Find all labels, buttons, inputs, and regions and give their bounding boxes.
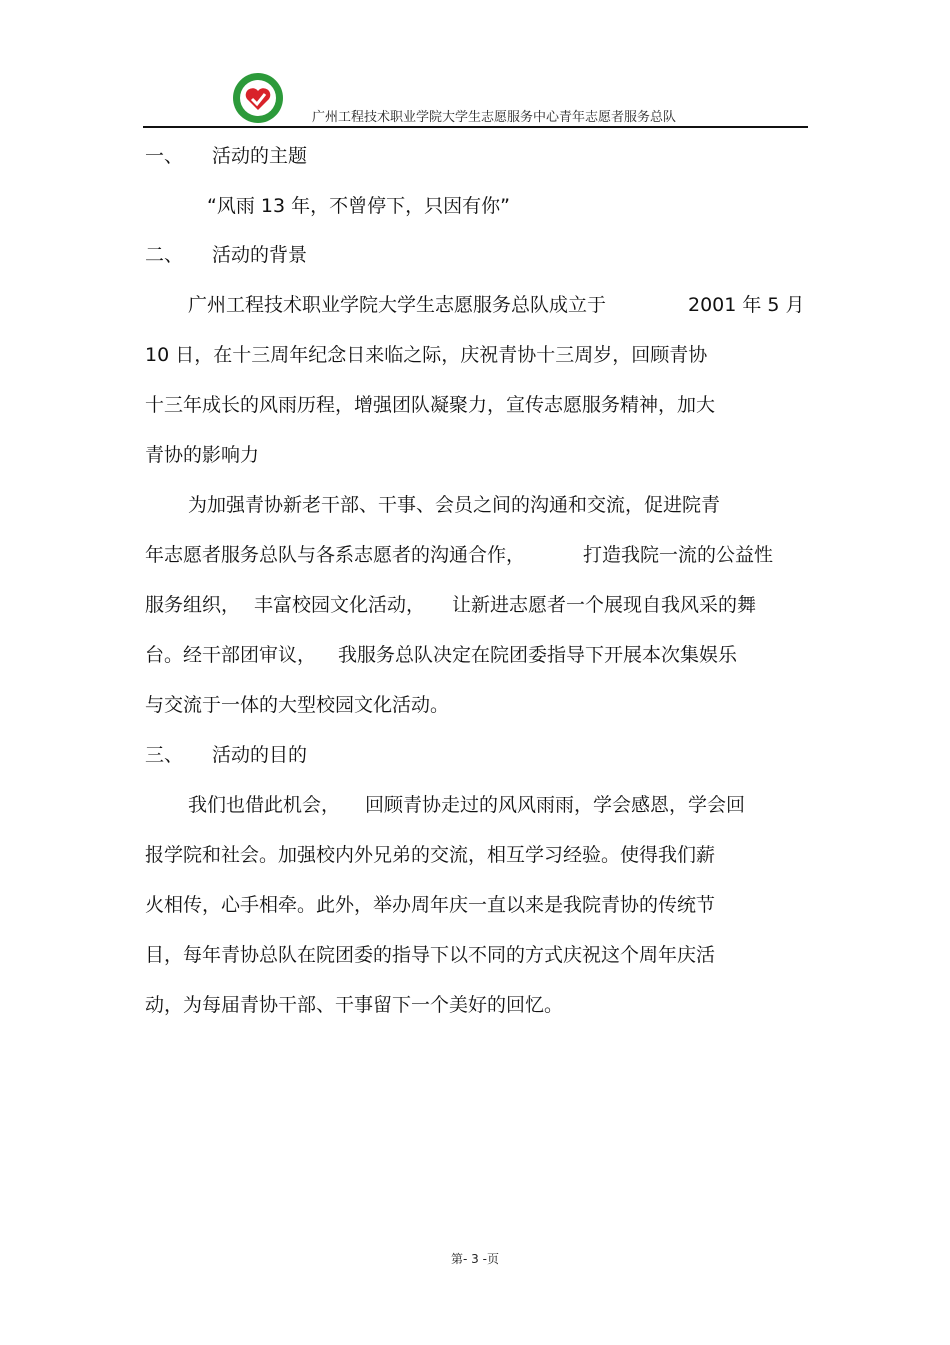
background2-line-5: 与交流于一体的大型校园文化活动。 <box>145 694 450 716</box>
section-1-title: 活动的主题 <box>212 145 308 167</box>
background-line-1b: 2001 年 5 月 <box>688 294 805 316</box>
section-3-number: 三、 <box>145 744 184 766</box>
background2-line-3c: 让新进志愿者一个展现自我风采的舞 <box>452 594 757 616</box>
background-line-2: 10 日，在十三周年纪念日来临之际，庆祝青协十三周岁，回顾青协 <box>145 344 708 366</box>
background2-line-4b: 我服务总队决定在院团委指导下开展本次集娱乐 <box>338 644 738 666</box>
background-line-1a: 广州工程技术职业学院大学生志愿服务总队成立于 <box>188 294 607 316</box>
background2-line-3b: 丰富校园文化活动， <box>254 594 426 616</box>
purpose-line-5: 动，为每届青协干部、干事留下一个美好的回忆。 <box>145 994 564 1016</box>
theme-quote: “风雨 13 年，不曾停下，只因有你” <box>207 195 510 217</box>
header-org-line: 广州工程技术职业学院大学生志愿服务中心青年志愿者服务总队 <box>312 110 677 125</box>
section-3-title: 活动的目的 <box>212 744 308 766</box>
purpose-line-3: 火相传，心手相牵。此外，举办周年庆一直以来是我院青协的传统节 <box>145 894 716 916</box>
section-2-title: 活动的背景 <box>212 244 308 266</box>
background-line-3: 十三年成长的风雨历程，增强团队凝聚力，宣传志愿服务精神，加大 <box>145 394 716 416</box>
background2-line-1: 为加强青协新老干部、干事、会员之间的沟通和交流，促进院青 <box>188 494 721 516</box>
background2-line-2a: 年志愿者服务总队与各系志愿者的沟通合作， <box>145 544 526 566</box>
section-1-number: 一、 <box>145 145 184 167</box>
section-2-number: 二、 <box>145 244 184 266</box>
background2-line-2b: 打造我院一流的公益性 <box>583 544 774 566</box>
purpose-line-1a: 我们也借此机会， <box>188 794 341 816</box>
background2-line-3a: 服务组织， <box>145 594 241 616</box>
purpose-line-4: 目，每年青协总队在院团委的指导下以不同的方式庆祝这个周年庆活 <box>145 944 716 966</box>
header-rule <box>143 126 808 128</box>
background2-line-4a: 台。经干部团审议， <box>145 644 317 666</box>
page-number: 第- 3 -页 <box>451 1252 499 1266</box>
purpose-line-1b: 回顾青协走过的风风雨雨，学会感恩，学会回 <box>365 794 746 816</box>
volunteer-heart-logo-icon <box>232 72 284 124</box>
purpose-line-2: 报学院和社会。加强校内外兄弟的交流，相互学习经验。使得我们薪 <box>145 844 716 866</box>
background-line-4: 青协的影响力 <box>145 444 260 466</box>
